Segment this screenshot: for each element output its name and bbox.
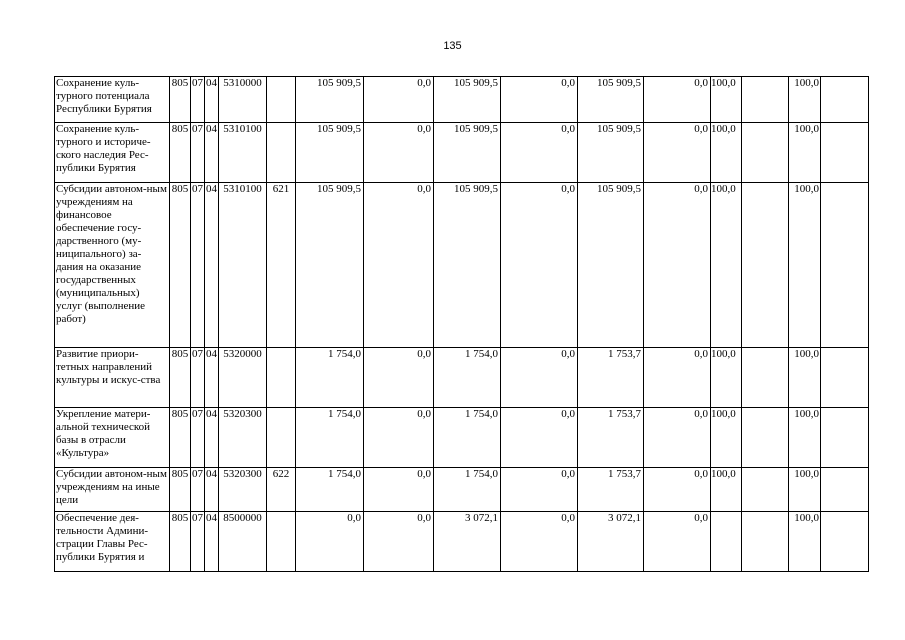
row-csr-code: 8500000 [219, 512, 267, 572]
row-value-2: 0,0 [364, 123, 434, 183]
row-vr-code: 622 [267, 468, 296, 512]
table-row [55, 468, 869, 512]
row-rz-code: 07 [191, 183, 205, 348]
row-value-6: 0,0 [644, 512, 711, 572]
row-gr-code: 805 [170, 183, 191, 348]
row-gr-code: 805 [170, 348, 191, 408]
row-value-1: 1 754,0 [296, 348, 364, 408]
row-percent-2: 100,0 [789, 183, 821, 348]
row-value-2: 0,0 [364, 77, 434, 123]
table-row [55, 348, 869, 408]
row-value-2: 0,0 [364, 408, 434, 468]
row-value-5: 105 909,5 [578, 183, 644, 348]
row-value-1: 1 754,0 [296, 468, 364, 512]
row-csr-code: 5320300 [219, 468, 267, 512]
row-rz-code: 07 [191, 468, 205, 512]
row-gr-code: 805 [170, 408, 191, 468]
row-value-1: 0,0 [296, 512, 364, 572]
row-value-1: 105 909,5 [296, 123, 364, 183]
row-percent-2: 100,0 [789, 77, 821, 123]
row-percent-2: 100,0 [789, 348, 821, 408]
row-empty-cell [821, 348, 869, 408]
table-row [55, 512, 869, 572]
row-name: Субсидии автоном-ным учреждениям на финансовое обеспечение госу-дарственного (му-ниципального) за-дания на оказание государственных (муниципальных) услуг (выполнение работ) [55, 183, 170, 348]
row-name: Укрепление матери-альной технической базы в отрасли «Культура» [55, 408, 170, 468]
row-value-4: 0,0 [501, 468, 578, 512]
row-value-3: 3 072,1 [434, 512, 501, 572]
row-gr-code: 805 [170, 123, 191, 183]
row-value-5: 105 909,5 [578, 77, 644, 123]
row-percent-2: 100,0 [789, 468, 821, 512]
row-value-5: 1 753,7 [578, 468, 644, 512]
row-percent-1: 100,0 [711, 77, 742, 123]
row-value-4: 0,0 [501, 183, 578, 348]
row-empty-cell [742, 512, 789, 572]
row-value-1: 1 754,0 [296, 408, 364, 468]
row-value-6: 0,0 [644, 408, 711, 468]
row-gr-code: 805 [170, 512, 191, 572]
row-csr-code: 5310100 [219, 123, 267, 183]
row-value-1: 105 909,5 [296, 183, 364, 348]
row-name: Субсидии автоном-ным учреждениям на иные цели [55, 468, 170, 512]
row-pr-code: 04 [205, 77, 219, 123]
row-pr-code: 04 [205, 348, 219, 408]
row-value-1: 105 909,5 [296, 77, 364, 123]
row-rz-code: 07 [191, 348, 205, 408]
row-vr-code [267, 348, 296, 408]
row-empty-cell [821, 183, 869, 348]
row-name: Обеспечение дея-тельности Админи-страции Главы Рес-публики Бурятия и [55, 512, 170, 572]
row-value-4: 0,0 [501, 512, 578, 572]
row-percent-1: 100,0 [711, 348, 742, 408]
row-value-3: 1 754,0 [434, 348, 501, 408]
row-pr-code: 04 [205, 468, 219, 512]
row-percent-1 [711, 512, 742, 572]
row-value-6: 0,0 [644, 123, 711, 183]
table-row [55, 77, 869, 123]
page-number: 135 [443, 40, 462, 52]
row-value-5: 1 753,7 [578, 348, 644, 408]
row-name: Развитие приори-тетных направлений культуры и искус-ства [55, 348, 170, 408]
row-value-4: 0,0 [501, 77, 578, 123]
row-percent-2: 100,0 [789, 408, 821, 468]
row-vr-code [267, 77, 296, 123]
row-gr-code: 805 [170, 77, 191, 123]
row-value-3: 1 754,0 [434, 408, 501, 468]
row-percent-1: 100,0 [711, 408, 742, 468]
row-percent-1: 100,0 [711, 123, 742, 183]
row-value-3: 105 909,5 [434, 183, 501, 348]
row-value-2: 0,0 [364, 512, 434, 572]
row-empty-cell [742, 408, 789, 468]
row-empty-cell [742, 183, 789, 348]
row-percent-2: 100,0 [789, 123, 821, 183]
row-csr-code: 5320000 [219, 348, 267, 408]
row-value-3: 105 909,5 [434, 123, 501, 183]
row-value-6: 0,0 [644, 183, 711, 348]
row-value-6: 0,0 [644, 77, 711, 123]
row-empty-cell [742, 348, 789, 408]
row-empty-cell [742, 77, 789, 123]
row-value-3: 1 754,0 [434, 468, 501, 512]
row-vr-code [267, 512, 296, 572]
row-name: Сохранение куль-турного потенциала Республики Бурятия [55, 77, 170, 123]
row-pr-code: 04 [205, 123, 219, 183]
row-pr-code: 04 [205, 183, 219, 348]
row-empty-cell [821, 512, 869, 572]
row-value-5: 3 072,1 [578, 512, 644, 572]
row-percent-1: 100,0 [711, 183, 742, 348]
row-empty-cell [821, 468, 869, 512]
row-value-4: 0,0 [501, 123, 578, 183]
row-vr-code: 621 [267, 183, 296, 348]
row-rz-code: 07 [191, 512, 205, 572]
row-percent-2: 100,0 [789, 512, 821, 572]
row-empty-cell [821, 123, 869, 183]
row-rz-code: 07 [191, 77, 205, 123]
row-csr-code: 5310000 [219, 77, 267, 123]
row-csr-code: 5310100 [219, 183, 267, 348]
row-name: Сохранение куль-турного и историче-ского наследия Рес-публики Бурятия [55, 123, 170, 183]
row-pr-code: 04 [205, 408, 219, 468]
budget-table [54, 76, 869, 572]
row-value-3: 105 909,5 [434, 77, 501, 123]
row-empty-cell [742, 468, 789, 512]
row-value-5: 105 909,5 [578, 123, 644, 183]
table-row [55, 408, 869, 468]
row-csr-code: 5320300 [219, 408, 267, 468]
row-vr-code [267, 123, 296, 183]
row-value-6: 0,0 [644, 468, 711, 512]
row-empty-cell [821, 408, 869, 468]
row-value-6: 0,0 [644, 348, 711, 408]
row-value-2: 0,0 [364, 468, 434, 512]
row-vr-code [267, 408, 296, 468]
row-empty-cell [821, 77, 869, 123]
row-value-2: 0,0 [364, 348, 434, 408]
row-value-4: 0,0 [501, 408, 578, 468]
row-percent-1: 100,0 [711, 468, 742, 512]
table-row [55, 123, 869, 183]
row-rz-code: 07 [191, 123, 205, 183]
row-value-2: 0,0 [364, 183, 434, 348]
row-rz-code: 07 [191, 408, 205, 468]
table-row [55, 183, 869, 348]
row-empty-cell [742, 123, 789, 183]
row-value-4: 0,0 [501, 348, 578, 408]
row-pr-code: 04 [205, 512, 219, 572]
row-value-5: 1 753,7 [578, 408, 644, 468]
row-gr-code: 805 [170, 468, 191, 512]
